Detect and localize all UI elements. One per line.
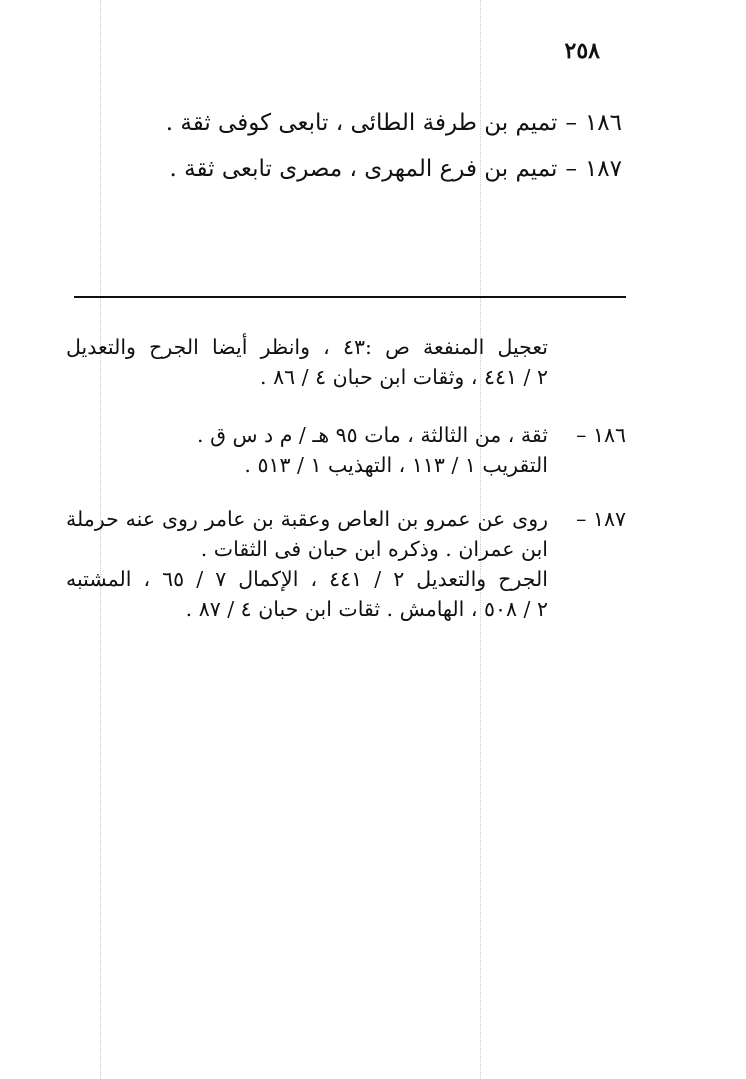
entry-number: ١٨٧ [584, 156, 622, 182]
entry-number: ١٨٦ [584, 110, 622, 136]
footnote-line: ثقة ، من الثالثة ، مات ٩٥ هـ / م د س ق . [197, 423, 548, 447]
footnote-separator-rule [74, 296, 626, 298]
footnote-number: ١٨٦ – [576, 423, 626, 447]
footnote-line: ٢ / ٥٠٨ ، الهامش . ثقات ابن حبان ٤ / ٨٧ . [185, 597, 548, 621]
footnote-body [66, 504, 626, 624]
footnote-number: ١٨٧ – [576, 507, 626, 531]
entry-dash: – [565, 156, 577, 182]
footnote-line: ابن عمران . وذكره ابن حبان فى الثقات . [200, 537, 548, 561]
entry-187 [102, 156, 622, 182]
footnote-line: تعجيل المنفعة ص :٤٣ ، وانظر أيضا الجرح والتعديل [66, 335, 548, 359]
footnote-187 [66, 504, 626, 624]
footnote-body [66, 420, 626, 480]
page-number: ٢٥٨ [564, 38, 600, 64]
entry-text: تميم بن طرفة الطائى ، تابعى كوفى ثقة . [165, 110, 558, 136]
footnote-186 [66, 420, 626, 480]
entry-text: تميم بن فرع المهرى ، مصرى تابعى ثقة . [169, 156, 558, 182]
footnote-line: التقريب ١ / ١١٣ ، التهذيب ١ / ٥١٣ . [244, 453, 548, 477]
entry-dash: – [565, 110, 577, 136]
entry-186 [102, 110, 622, 136]
footnote-line: ٢ / ٤٤١ ، وثقات ابن حبان ٤ / ٨٦ . [260, 365, 548, 389]
footnote-intro [66, 332, 626, 392]
footnote-line: الجرح والتعديل ٢ / ٤٤١ ، الإكمال ٧ / ٦٥ ، المشتبه [66, 567, 548, 591]
footnote-body [66, 332, 626, 392]
footnote-line: روى عن عمرو بن العاص وعقبة بن عامر روى عنه حرملة [66, 507, 548, 531]
